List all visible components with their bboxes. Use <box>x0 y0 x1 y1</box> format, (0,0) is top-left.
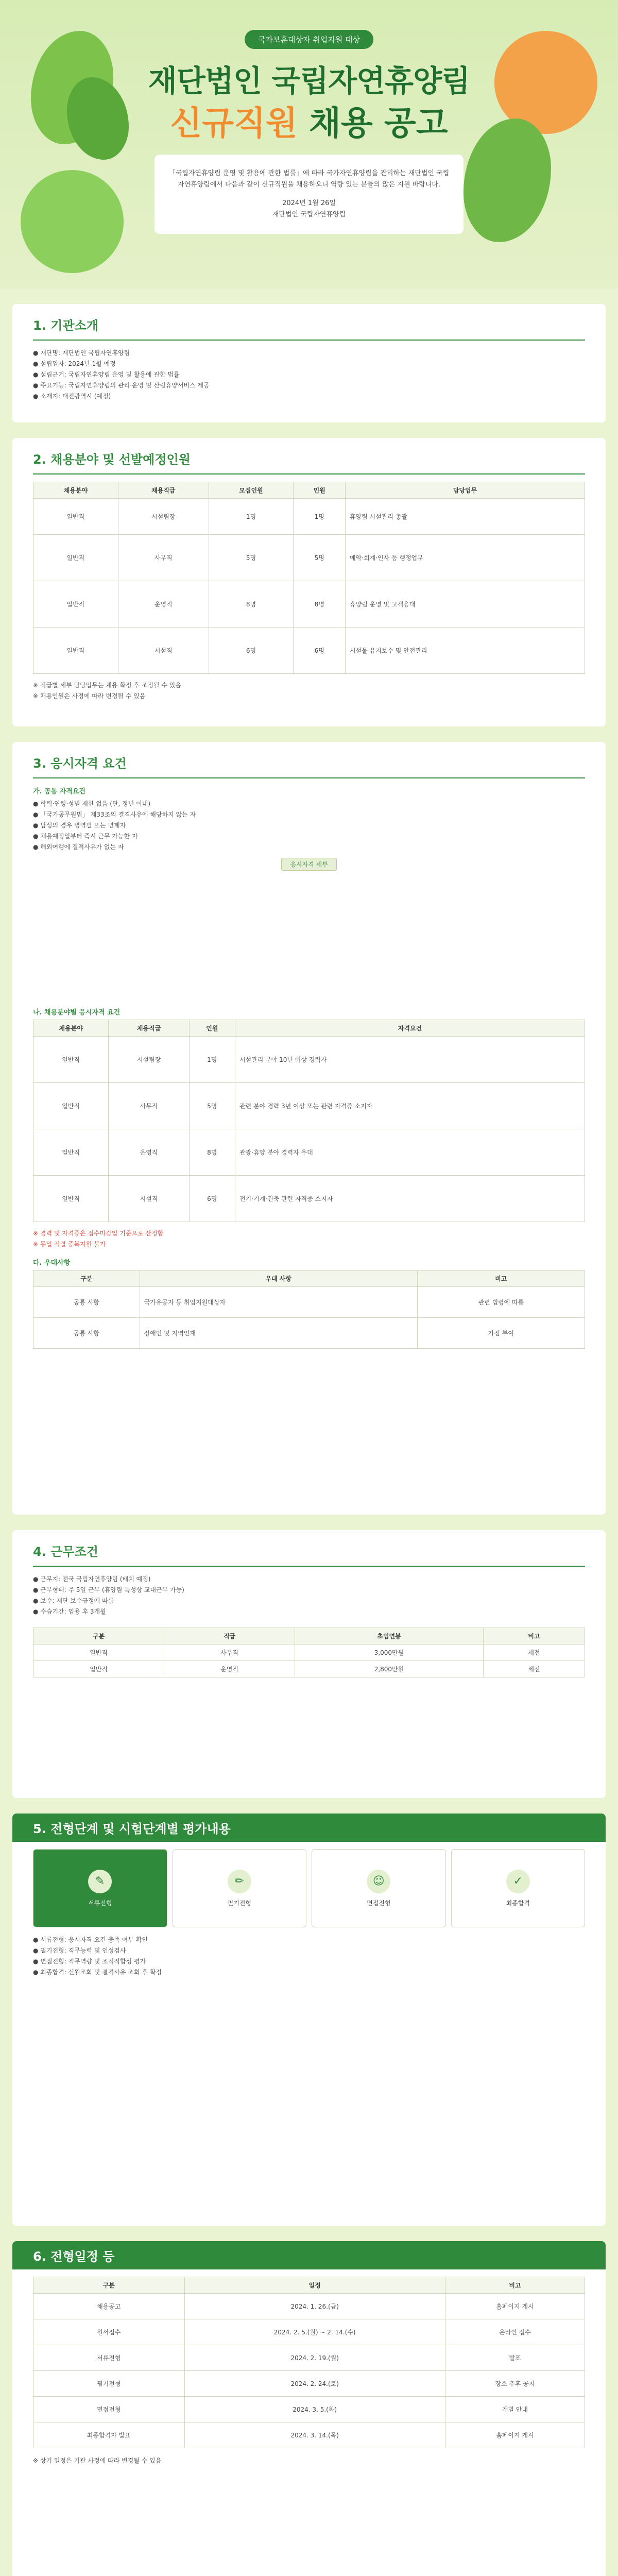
table-row <box>33 499 585 535</box>
positions-note: ※ 채용인원은 사정에 따라 변경될 수 있음 <box>33 692 146 700</box>
people-icon: ☺ <box>367 1870 390 1893</box>
process-step-label: 서류전형 <box>88 1899 112 1907</box>
pencil-icon: ✏ <box>228 1870 251 1893</box>
process-step-label: 최종합격 <box>506 1899 530 1907</box>
table-header: 채용분야 <box>33 1020 109 1037</box>
table-row <box>33 2397 585 2422</box>
table-row <box>33 535 585 581</box>
table-cell: 공통 사항 <box>33 1287 140 1318</box>
table-cell: 1명 <box>209 499 294 535</box>
qual-line: ● 남성의 경우 병역필 또는 면제자 <box>33 822 126 829</box>
process-step <box>33 1849 167 1927</box>
org-line: ● 설립근거: 국립자연휴양림 운영 및 활용에 관한 법률 <box>33 371 180 378</box>
table-cell: 사무직 <box>109 1083 189 1129</box>
section-title: 6. 전형일정 등 <box>12 2241 606 2269</box>
org-line: ● 소재지: 대전광역시 (예정) <box>33 393 111 400</box>
section-title: 5. 전형단계 및 시험단계별 평가내용 <box>12 1814 606 1842</box>
hero-banner <box>0 0 618 289</box>
hero-date: 2024년 1월 26일 <box>282 199 336 207</box>
table-cell: 전기·기계·건축 관련 자격증 소지자 <box>235 1176 585 1222</box>
table-cell: 2024. 3. 5.(화) <box>184 2397 445 2422</box>
positions-table <box>33 482 585 674</box>
table-header: 채용직급 <box>109 1020 189 1037</box>
table-row <box>33 1318 585 1349</box>
section-title: 3. 응시자격 요건 <box>33 742 585 778</box>
table-cell: 최종합격자 발표 <box>33 2422 185 2448</box>
decor-bush-left <box>21 170 124 273</box>
table-cell: 2024. 3. 14.(목) <box>184 2422 445 2448</box>
table-cell: 운영직 <box>109 1129 189 1176</box>
process-steps <box>33 1849 585 1927</box>
table-row <box>33 1176 585 1222</box>
table-cell: 일반직 <box>33 1129 109 1176</box>
table-header: 초임연봉 <box>295 1628 484 1645</box>
hero-badge: 국가보훈대상자 취업지원 대상 <box>245 30 373 49</box>
table-cell: 홈페이지 게시 <box>445 2294 585 2319</box>
table-cell: 발표 <box>445 2345 585 2371</box>
salary-table <box>33 1628 585 1677</box>
table-row <box>33 2422 585 2448</box>
condition-line: ● 보수: 재단 보수규정에 따름 <box>33 1597 114 1604</box>
table-row <box>33 1083 585 1129</box>
table-header: 구분 <box>33 1270 140 1287</box>
table-cell: 운영직 <box>118 581 209 628</box>
table-row <box>33 2294 585 2319</box>
hero-title-main <box>0 97 618 144</box>
org-line: ● 설립일자: 2024년 1월 예정 <box>33 360 116 367</box>
table-row <box>33 2319 585 2345</box>
table-cell: 채용공고 <box>33 2294 185 2319</box>
table-cell: 일반직 <box>33 1645 164 1661</box>
table-cell: 국가유공자 등 취업지원대상자 <box>140 1287 417 1318</box>
table-cell: 예약·회계·인사 등 행정업무 <box>345 535 585 581</box>
table-cell: 원서접수 <box>33 2319 185 2345</box>
table-cell: 시설물 유지보수 및 안전관리 <box>345 628 585 674</box>
table-header: 일정 <box>184 2277 445 2294</box>
table-header: 비고 <box>445 2277 585 2294</box>
table-cell: 8명 <box>209 581 294 628</box>
table-cell: 장애인 및 지역인재 <box>140 1318 417 1349</box>
hero-title-org: 재단법인 국립자연휴양림 <box>148 63 470 98</box>
table-cell: 세전 <box>483 1645 585 1661</box>
table-row <box>33 2345 585 2371</box>
hero-title-accent: 신규직원 <box>170 105 298 143</box>
qual-extra-note: ※ 경력 및 자격증은 접수마감일 기준으로 산정함 <box>33 1230 164 1237</box>
table-cell: 시설팀장 <box>109 1037 189 1083</box>
process-line: ● 서류전형: 응시자격 요건 충족 여부 확인 <box>33 1936 148 1943</box>
section-schedule <box>12 2241 606 2576</box>
hero-title-rest: 채용 공고 <box>297 105 448 143</box>
schedule-table <box>33 2277 585 2448</box>
table-cell: 일반직 <box>33 581 118 628</box>
table-header: 비고 <box>483 1628 585 1645</box>
subhead-position-qual: 나. 채용분야별 응시자격 요건 <box>33 1009 121 1016</box>
document-icon: ✎ <box>88 1870 112 1893</box>
section-process <box>12 1814 606 2226</box>
preference-table <box>33 1270 585 1349</box>
table-cell: 2024. 2. 19.(월) <box>184 2345 445 2371</box>
table-cell: 6명 <box>189 1176 235 1222</box>
section-positions <box>12 438 606 726</box>
table-cell: 관광·휴양 분야 경력자 우대 <box>235 1129 585 1176</box>
table-cell: 2024. 2. 24.(토) <box>184 2371 445 2397</box>
table-cell: 일반직 <box>33 1037 109 1083</box>
table-cell: 일반직 <box>33 628 118 674</box>
condition-line: ● 근무형태: 주 5일 근무 (휴양림 특성상 교대근무 가능) <box>33 1586 184 1594</box>
qual-line: ● 학력·연령·성별 제한 없음 (단, 정년 이내) <box>33 800 151 807</box>
qual-extra-note: ※ 동일 직렬 중복지원 불가 <box>33 1241 106 1248</box>
qual-line: ● 「국가공무원법」 제33조의 결격사유에 해당하지 않는 자 <box>33 811 196 818</box>
qual-line: ● 채용예정일부터 즉시 근무 가능한 자 <box>33 833 138 840</box>
process-step <box>451 1849 586 1927</box>
section-qualifications <box>12 742 606 1515</box>
table-row <box>33 1287 585 1318</box>
section-conditions <box>12 1530 606 1798</box>
table-cell: 시설팀장 <box>118 499 209 535</box>
section-title: 4. 근무조건 <box>33 1530 585 1567</box>
table-header: 우대 사항 <box>140 1270 417 1287</box>
table-header: 구분 <box>33 1628 164 1645</box>
process-step <box>312 1849 446 1927</box>
table-cell: 일반직 <box>33 535 118 581</box>
process-line: ● 면접전형: 직무역량 및 조직적합성 평가 <box>33 1958 146 1965</box>
table-row <box>33 1661 585 1677</box>
table-cell: 개별 안내 <box>445 2397 585 2422</box>
qual-notice-badge: 응시자격 세부 <box>281 858 336 871</box>
table-cell: 휴양림 시설관리 총괄 <box>345 499 585 535</box>
table-row <box>33 581 585 628</box>
table-cell: 가점 부여 <box>417 1318 585 1349</box>
check-icon: ✓ <box>506 1870 530 1893</box>
table-row <box>33 628 585 674</box>
table-cell: 8명 <box>189 1129 235 1176</box>
table-header: 직급 <box>164 1628 295 1645</box>
table-row <box>33 1129 585 1176</box>
table-cell: 관련 분야 경력 3년 이상 또는 관련 자격증 소지자 <box>235 1083 585 1129</box>
table-header: 인원 <box>189 1020 235 1037</box>
table-cell: 사무직 <box>164 1645 295 1661</box>
schedule-note: ※ 상기 일정은 기관 사정에 따라 변경될 수 있음 <box>33 2457 162 2464</box>
table-cell: 1명 <box>294 499 346 535</box>
table-cell: 필기전형 <box>33 2371 185 2397</box>
table-cell: 2,800만원 <box>295 1661 484 1677</box>
subhead-common: 가. 공통 자격요건 <box>33 788 85 795</box>
process-step <box>173 1849 307 1927</box>
table-cell: 6명 <box>209 628 294 674</box>
table-cell: 시설직 <box>109 1176 189 1222</box>
condition-line: ● 근무지: 전국 국립자연휴양림 (배치 예정) <box>33 1575 151 1583</box>
table-header: 인원 <box>294 482 346 499</box>
table-cell: 서류전형 <box>33 2345 185 2371</box>
section-title: 2. 채용분야 및 선발예정인원 <box>33 438 585 474</box>
table-cell: 휴양림 운영 및 고객응대 <box>345 581 585 628</box>
table-header: 모집인원 <box>209 482 294 499</box>
table-cell: 세전 <box>483 1661 585 1677</box>
table-cell: 5명 <box>209 535 294 581</box>
table-cell: 일반직 <box>33 1176 109 1222</box>
section-title: 1. 기관소개 <box>33 304 585 341</box>
table-header: 비고 <box>417 1270 585 1287</box>
table-cell: 관련 법령에 따름 <box>417 1287 585 1318</box>
hero-intro-text: 「국립자연휴양림 운영 및 활용에 관한 법률」에 따라 국가자연휴양림을 관리하는 재단법인 국립자연휴양림에서 다음과 같이 신규직원을 채용하오니 역량 있는 분들의 많은 지원 바랍니다. <box>168 170 450 189</box>
table-header: 구분 <box>33 2277 185 2294</box>
table-cell: 시설직 <box>118 628 209 674</box>
qualifications-table <box>33 1020 585 1222</box>
table-header: 채용직급 <box>118 482 209 499</box>
table-cell: 5명 <box>294 535 346 581</box>
table-header: 자격요건 <box>235 1020 585 1037</box>
table-cell: 1명 <box>189 1037 235 1083</box>
table-header: 담당업무 <box>345 482 585 499</box>
process-line: ● 최종합격: 신원조회 및 결격사유 조회 후 확정 <box>33 1969 162 1976</box>
subhead-preference: 다. 우대사항 <box>33 1259 71 1267</box>
table-cell: 5명 <box>189 1083 235 1129</box>
table-row <box>33 1037 585 1083</box>
process-step-label: 면접전형 <box>367 1899 391 1907</box>
condition-line: ● 수습기간: 임용 후 3개월 <box>33 1608 106 1615</box>
table-cell: 면접전형 <box>33 2397 185 2422</box>
process-step-label: 필기전형 <box>227 1899 251 1907</box>
table-row <box>33 1645 585 1661</box>
section-organization <box>12 304 606 422</box>
hero-intro-box <box>154 155 464 234</box>
table-cell: 시설관리 분야 10년 이상 경력자 <box>235 1037 585 1083</box>
table-cell: 3,000만원 <box>295 1645 484 1661</box>
table-cell: 홈페이지 게시 <box>445 2422 585 2448</box>
table-cell: 운영직 <box>164 1661 295 1677</box>
org-line: ● 재단명: 재단법인 국립자연휴양림 <box>33 349 130 357</box>
table-header: 채용분야 <box>33 482 118 499</box>
positions-note: ※ 직급별 세부 담당업무는 채용 확정 후 조정될 수 있음 <box>33 682 181 689</box>
qual-line: ● 해외여행에 결격사유가 없는 자 <box>33 843 124 851</box>
table-cell: 일반직 <box>33 499 118 535</box>
process-line: ● 필기전형: 직무능력 및 인성검사 <box>33 1947 126 1954</box>
hero-org: 재단법인 국립자연휴양림 <box>272 211 346 218</box>
table-cell: 6명 <box>294 628 346 674</box>
table-cell: 장소 추후 공지 <box>445 2371 585 2397</box>
table-cell: 공통 사항 <box>33 1318 140 1349</box>
table-row <box>33 2371 585 2397</box>
table-cell: 2024. 2. 5.(월) ~ 2. 14.(수) <box>184 2319 445 2345</box>
table-cell: 사무직 <box>118 535 209 581</box>
table-cell: 일반직 <box>33 1083 109 1129</box>
table-cell: 일반직 <box>33 1661 164 1677</box>
table-cell: 2024. 1. 26.(금) <box>184 2294 445 2319</box>
table-cell: 8명 <box>294 581 346 628</box>
org-line: ● 주요기능: 국립자연휴양림의 관리·운영 및 산림휴양서비스 제공 <box>33 382 210 389</box>
table-cell: 온라인 접수 <box>445 2319 585 2345</box>
